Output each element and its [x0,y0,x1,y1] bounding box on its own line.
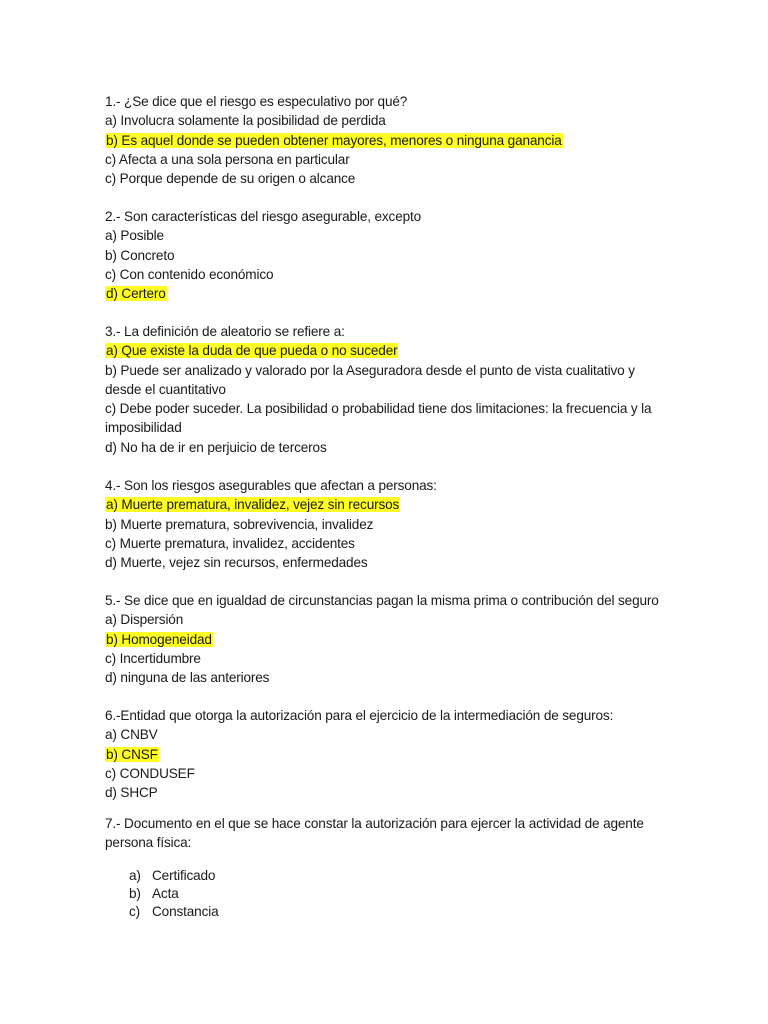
option-a: a) Posible [105,228,164,244]
question-3 [105,322,665,457]
option-a-highlighted: a) Muerte prematura, invalidez, vejez sin recursos [106,497,400,513]
option-a: a) Involucra solamente la posibilidad de perdida [105,113,386,129]
question-prompt: 6.-Entidad que otorga la autorización para el ejercicio de la intermediación de seguros: [105,708,614,723]
option-c: c) CONDUSEF [105,765,195,781]
question-1 [105,92,665,188]
option-c: c) Afecta a una sola persona en particular [105,151,350,167]
question-7 [105,814,665,853]
option-c: c) Debe poder suceder. La posibilidad o probabilidad tiene dos limitaciones: la frecuencia y la imposibilidad [105,401,652,436]
option-b: b) Acta [129,886,179,901]
option-b-highlighted: b) CNSF [106,746,158,762]
question-prompt: 5.- Se dice que en igualdad de circunstancias pagan la misma prima o contribución del seguro [105,593,659,608]
option-b-highlighted: b) Homogeneidad [106,631,212,647]
option-b: b) Muerte prematura, sobrevivencia, invalidez [105,516,374,532]
option-a-highlighted: a) Que existe la duda de que pueda o no suceder [106,343,398,359]
option-c: c) Incertidumbre [105,650,201,666]
option-d: d) SHCP [105,785,158,801]
question-5 [105,591,665,687]
question-prompt: 1.- ¿Se dice que el riesgo es especulativo por qué? [105,94,408,109]
question-prompt: 2.- Son características del riesgo asegurable, excepto [105,209,422,224]
option-d-highlighted: d) Certero [106,286,166,302]
question-4 [105,476,665,572]
question-prompt: 4.- Son los riesgos asegurables que afectan a personas: [105,478,437,493]
option-d: d) Muerte, vejez sin recursos, enfermedades [105,555,368,571]
option-c: c) Con contenido económico [105,266,274,282]
question-2 [105,207,665,303]
question-prompt: 3.- La definición de aleatorio se refiere a: [105,324,345,339]
option-b: b) Concreto [105,247,175,263]
option-c: c) Muerte prematura, invalidez, accidentes [105,535,355,551]
option-a: a) CNBV [105,727,158,743]
option-d: d) No ha de ir en perjuicio de terceros [105,439,327,455]
question-6 [105,706,665,802]
question-prompt: 7.- Documento en el que se hace constar la autorización para ejercer la actividad de agente persona física: [105,816,644,851]
question-7-options [129,867,219,921]
option-a: a) Dispersión [105,612,184,628]
option-a: a) Certificado [129,868,216,883]
option-c-second: c) Porque depende de su origen o alcance [105,171,356,187]
option-b-highlighted: b) Es aquel donde se pueden obtener mayores, menores o ninguna ganancia [106,132,562,148]
option-b: b) Puede ser analizado y valorado por la Aseguradora desde el punto de vista cualitativo y desde el cuantitativo [105,362,635,397]
option-d: d) ninguna de las anteriores [105,670,270,686]
option-c: c) Constancia [129,904,219,919]
